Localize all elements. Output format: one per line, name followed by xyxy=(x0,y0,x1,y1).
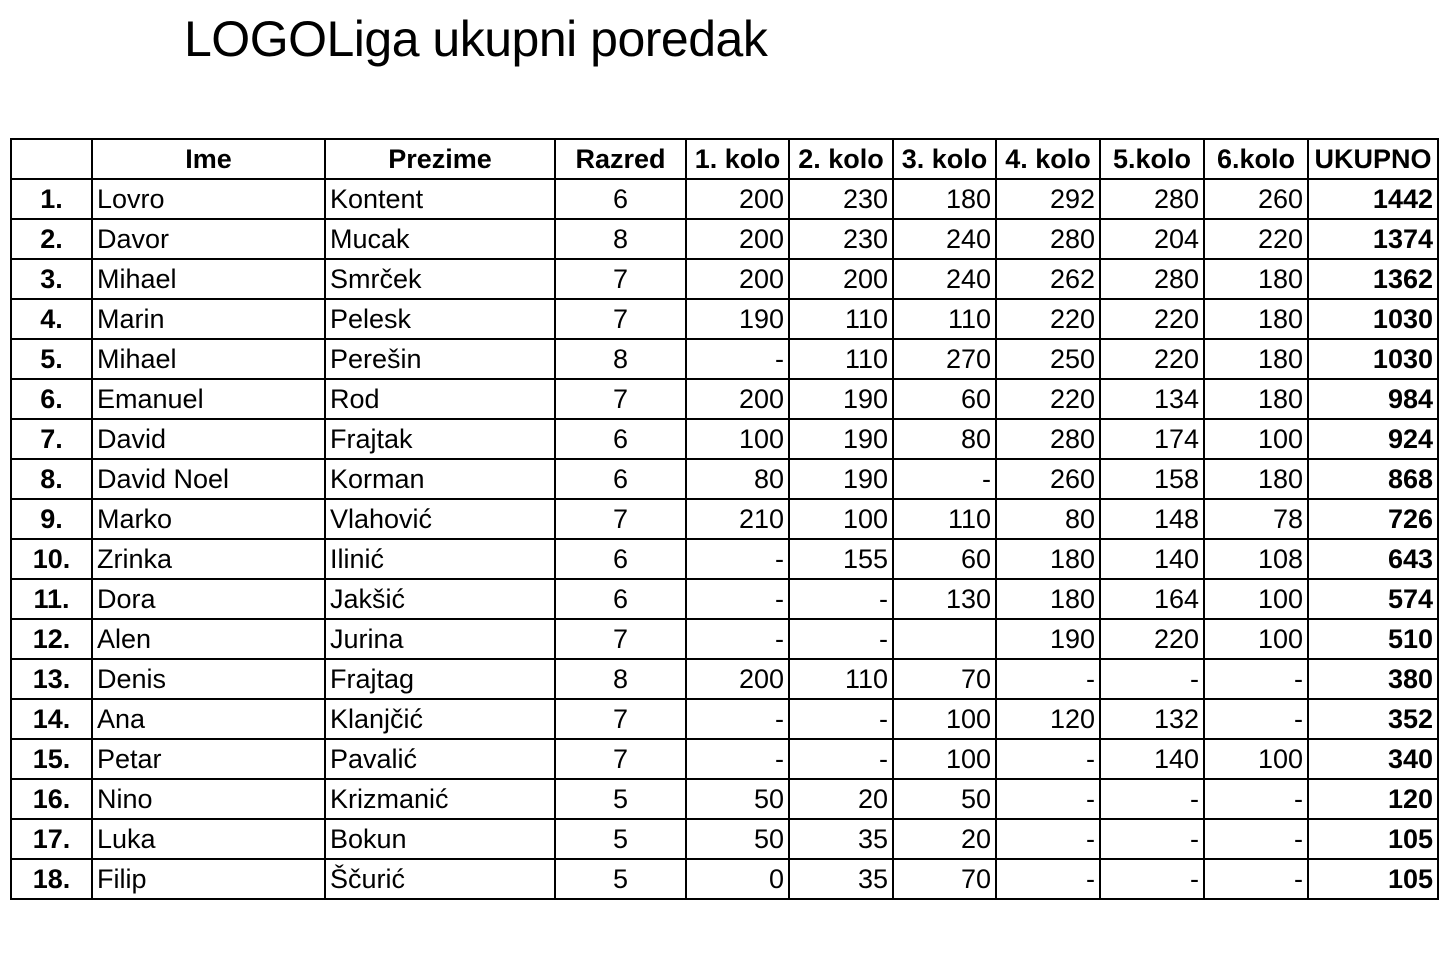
round-6-cell: 100 xyxy=(1204,579,1308,619)
prezime-cell: Bokun xyxy=(325,819,555,859)
ime-cell: Marin xyxy=(92,299,325,339)
round-4-cell: - xyxy=(996,779,1100,819)
round-5-cell: - xyxy=(1100,819,1204,859)
razred-cell: 7 xyxy=(555,299,686,339)
header-rank xyxy=(11,139,92,179)
table-row xyxy=(11,539,1438,579)
rank-cell: 9. xyxy=(11,499,92,539)
prezime-cell: Ilinić xyxy=(325,539,555,579)
total-cell: 726 xyxy=(1308,499,1438,539)
round-6-cell: 100 xyxy=(1204,739,1308,779)
table-row xyxy=(11,659,1438,699)
round-3-cell: 50 xyxy=(893,779,996,819)
razred-cell: 7 xyxy=(555,379,686,419)
round-4-cell: 280 xyxy=(996,419,1100,459)
header-ime: Ime xyxy=(92,139,325,179)
total-cell: 643 xyxy=(1308,539,1438,579)
prezime-cell: Krizmanić xyxy=(325,779,555,819)
round-2-cell: 230 xyxy=(789,219,893,259)
round-4-cell: 180 xyxy=(996,579,1100,619)
round-6-cell: - xyxy=(1204,659,1308,699)
table-row xyxy=(11,379,1438,419)
round-3-cell: 80 xyxy=(893,419,996,459)
prezime-cell: Perešin xyxy=(325,339,555,379)
header-razred: Razred xyxy=(555,139,686,179)
round-2-cell: 190 xyxy=(789,459,893,499)
round-2-cell: 230 xyxy=(789,179,893,219)
rank-cell: 18. xyxy=(11,859,92,899)
rank-cell: 14. xyxy=(11,699,92,739)
total-cell: 574 xyxy=(1308,579,1438,619)
table-row xyxy=(11,179,1438,219)
prezime-cell: Jakšić xyxy=(325,579,555,619)
table-row xyxy=(11,699,1438,739)
round-1-cell: - xyxy=(686,339,789,379)
round-3-cell: 240 xyxy=(893,259,996,299)
round-5-cell: 280 xyxy=(1100,179,1204,219)
round-2-cell: - xyxy=(789,739,893,779)
round-5-cell: - xyxy=(1100,859,1204,899)
round-1-cell: 200 xyxy=(686,179,789,219)
round-3-cell: 110 xyxy=(893,499,996,539)
header-round-1: 1. kolo xyxy=(686,139,789,179)
round-3-cell: 70 xyxy=(893,859,996,899)
round-4-cell: 262 xyxy=(996,259,1100,299)
round-2-cell: 190 xyxy=(789,379,893,419)
rank-cell: 16. xyxy=(11,779,92,819)
round-4-cell: 250 xyxy=(996,339,1100,379)
prezime-cell: Rod xyxy=(325,379,555,419)
rank-cell: 6. xyxy=(11,379,92,419)
round-3-cell xyxy=(893,619,996,659)
prezime-cell: Mucak xyxy=(325,219,555,259)
prezime-cell: Ščurić xyxy=(325,859,555,899)
rank-cell: 12. xyxy=(11,619,92,659)
prezime-cell: Klanjčić xyxy=(325,699,555,739)
round-3-cell: 20 xyxy=(893,819,996,859)
header-round-2: 2. kolo xyxy=(789,139,893,179)
round-4-cell: 292 xyxy=(996,179,1100,219)
round-4-cell: - xyxy=(996,859,1100,899)
ime-cell: Emanuel xyxy=(92,379,325,419)
razred-cell: 5 xyxy=(555,779,686,819)
prezime-cell: Vlahović xyxy=(325,499,555,539)
razred-cell: 6 xyxy=(555,579,686,619)
total-cell: 1030 xyxy=(1308,339,1438,379)
round-2-cell: 155 xyxy=(789,539,893,579)
ime-cell: Marko xyxy=(92,499,325,539)
round-4-cell: 190 xyxy=(996,619,1100,659)
round-2-cell: - xyxy=(789,579,893,619)
prezime-cell: Frajtak xyxy=(325,419,555,459)
razred-cell: 5 xyxy=(555,819,686,859)
round-4-cell: 260 xyxy=(996,459,1100,499)
round-1-cell: - xyxy=(686,619,789,659)
round-4-cell: 120 xyxy=(996,699,1100,739)
rank-cell: 3. xyxy=(11,259,92,299)
round-4-cell: 280 xyxy=(996,219,1100,259)
page-title: LOGOLiga ukupni poredak xyxy=(184,11,768,67)
round-5-cell: 134 xyxy=(1100,379,1204,419)
round-1-cell: - xyxy=(686,539,789,579)
header-round-5: 5.kolo xyxy=(1100,139,1204,179)
round-4-cell: 180 xyxy=(996,539,1100,579)
round-3-cell: - xyxy=(893,459,996,499)
total-cell: 380 xyxy=(1308,659,1438,699)
round-2-cell: 20 xyxy=(789,779,893,819)
round-1-cell: - xyxy=(686,579,789,619)
round-5-cell: 204 xyxy=(1100,219,1204,259)
round-2-cell: 35 xyxy=(789,859,893,899)
razred-cell: 8 xyxy=(555,339,686,379)
round-6-cell: 100 xyxy=(1204,619,1308,659)
round-3-cell: 100 xyxy=(893,739,996,779)
round-2-cell: - xyxy=(789,699,893,739)
round-5-cell: - xyxy=(1100,659,1204,699)
total-cell: 105 xyxy=(1308,819,1438,859)
round-6-cell: 180 xyxy=(1204,339,1308,379)
header-total: UKUPNO xyxy=(1308,139,1438,179)
razred-cell: 6 xyxy=(555,419,686,459)
razred-cell: 6 xyxy=(555,459,686,499)
round-5-cell: - xyxy=(1100,779,1204,819)
round-1-cell: 100 xyxy=(686,419,789,459)
standings-table xyxy=(10,138,1439,900)
ime-cell: Lovro xyxy=(92,179,325,219)
round-3-cell: 60 xyxy=(893,379,996,419)
total-cell: 924 xyxy=(1308,419,1438,459)
round-5-cell: 164 xyxy=(1100,579,1204,619)
razred-cell: 8 xyxy=(555,219,686,259)
rank-cell: 17. xyxy=(11,819,92,859)
rank-cell: 11. xyxy=(11,579,92,619)
prezime-cell: Korman xyxy=(325,459,555,499)
table-row xyxy=(11,859,1438,899)
round-6-cell: 100 xyxy=(1204,419,1308,459)
prezime-cell: Frajtag xyxy=(325,659,555,699)
round-2-cell: 110 xyxy=(789,299,893,339)
ime-cell: Zrinka xyxy=(92,539,325,579)
rank-cell: 8. xyxy=(11,459,92,499)
round-1-cell: 200 xyxy=(686,379,789,419)
round-3-cell: 130 xyxy=(893,579,996,619)
round-6-cell: 180 xyxy=(1204,299,1308,339)
round-6-cell: - xyxy=(1204,819,1308,859)
rank-cell: 5. xyxy=(11,339,92,379)
round-3-cell: 240 xyxy=(893,219,996,259)
rank-cell: 7. xyxy=(11,419,92,459)
header-round-3: 3. kolo xyxy=(893,139,996,179)
ime-cell: Luka xyxy=(92,819,325,859)
round-6-cell: - xyxy=(1204,779,1308,819)
razred-cell: 6 xyxy=(555,539,686,579)
table-row xyxy=(11,619,1438,659)
round-2-cell: 35 xyxy=(789,819,893,859)
table-row xyxy=(11,819,1438,859)
round-1-cell: 210 xyxy=(686,499,789,539)
total-cell: 120 xyxy=(1308,779,1438,819)
round-1-cell: 200 xyxy=(686,219,789,259)
razred-cell: 8 xyxy=(555,659,686,699)
round-4-cell: - xyxy=(996,659,1100,699)
round-1-cell: 200 xyxy=(686,659,789,699)
round-6-cell: 180 xyxy=(1204,259,1308,299)
round-6-cell: 78 xyxy=(1204,499,1308,539)
table-row xyxy=(11,339,1438,379)
prezime-cell: Pavalić xyxy=(325,739,555,779)
ime-cell: Mihael xyxy=(92,259,325,299)
prezime-cell: Kontent xyxy=(325,179,555,219)
round-3-cell: 110 xyxy=(893,299,996,339)
table-row xyxy=(11,299,1438,339)
round-2-cell: 190 xyxy=(789,419,893,459)
table-row xyxy=(11,739,1438,779)
round-3-cell: 100 xyxy=(893,699,996,739)
total-cell: 984 xyxy=(1308,379,1438,419)
round-2-cell: 110 xyxy=(789,659,893,699)
round-3-cell: 180 xyxy=(893,179,996,219)
round-6-cell: 180 xyxy=(1204,379,1308,419)
round-5-cell: 158 xyxy=(1100,459,1204,499)
table-row xyxy=(11,419,1438,459)
round-4-cell: 80 xyxy=(996,499,1100,539)
header-round-4: 4. kolo xyxy=(996,139,1100,179)
rank-cell: 13. xyxy=(11,659,92,699)
round-5-cell: 140 xyxy=(1100,739,1204,779)
prezime-cell: Pelesk xyxy=(325,299,555,339)
total-cell: 1442 xyxy=(1308,179,1438,219)
round-5-cell: 280 xyxy=(1100,259,1204,299)
round-5-cell: 174 xyxy=(1100,419,1204,459)
prezime-cell: Smrček xyxy=(325,259,555,299)
round-1-cell: 200 xyxy=(686,259,789,299)
razred-cell: 7 xyxy=(555,499,686,539)
ime-cell: Davor xyxy=(92,219,325,259)
total-cell: 1374 xyxy=(1308,219,1438,259)
rank-cell: 4. xyxy=(11,299,92,339)
round-5-cell: 220 xyxy=(1100,339,1204,379)
round-5-cell: 148 xyxy=(1100,499,1204,539)
round-6-cell: 260 xyxy=(1204,179,1308,219)
header-prezime: Prezime xyxy=(325,139,555,179)
table-row xyxy=(11,259,1438,299)
total-cell: 352 xyxy=(1308,699,1438,739)
round-2-cell: 110 xyxy=(789,339,893,379)
round-3-cell: 70 xyxy=(893,659,996,699)
total-cell: 105 xyxy=(1308,859,1438,899)
header-round-6: 6.kolo xyxy=(1204,139,1308,179)
round-5-cell: 140 xyxy=(1100,539,1204,579)
razred-cell: 7 xyxy=(555,739,686,779)
rank-cell: 2. xyxy=(11,219,92,259)
ime-cell: Petar xyxy=(92,739,325,779)
ime-cell: Mihael xyxy=(92,339,325,379)
round-2-cell: 200 xyxy=(789,259,893,299)
round-6-cell: 220 xyxy=(1204,219,1308,259)
table-row xyxy=(11,499,1438,539)
round-1-cell: 0 xyxy=(686,859,789,899)
round-1-cell: - xyxy=(686,739,789,779)
rank-cell: 15. xyxy=(11,739,92,779)
razred-cell: 7 xyxy=(555,259,686,299)
ime-cell: Alen xyxy=(92,619,325,659)
table-row xyxy=(11,579,1438,619)
round-4-cell: 220 xyxy=(996,379,1100,419)
ime-cell: Ana xyxy=(92,699,325,739)
prezime-cell: Jurina xyxy=(325,619,555,659)
total-cell: 510 xyxy=(1308,619,1438,659)
table-row xyxy=(11,219,1438,259)
round-6-cell: 180 xyxy=(1204,459,1308,499)
razred-cell: 7 xyxy=(555,619,686,659)
round-1-cell: 190 xyxy=(686,299,789,339)
round-5-cell: 220 xyxy=(1100,299,1204,339)
round-4-cell: - xyxy=(996,819,1100,859)
ime-cell: David xyxy=(92,419,325,459)
table-row xyxy=(11,459,1438,499)
round-1-cell: 50 xyxy=(686,779,789,819)
total-cell: 1362 xyxy=(1308,259,1438,299)
rank-cell: 10. xyxy=(11,539,92,579)
ime-cell: David Noel xyxy=(92,459,325,499)
ime-cell: Nino xyxy=(92,779,325,819)
razred-cell: 5 xyxy=(555,859,686,899)
total-cell: 1030 xyxy=(1308,299,1438,339)
round-3-cell: 60 xyxy=(893,539,996,579)
round-1-cell: 80 xyxy=(686,459,789,499)
ime-cell: Filip xyxy=(92,859,325,899)
round-5-cell: 132 xyxy=(1100,699,1204,739)
total-cell: 340 xyxy=(1308,739,1438,779)
round-2-cell: 100 xyxy=(789,499,893,539)
round-5-cell: 220 xyxy=(1100,619,1204,659)
round-6-cell: - xyxy=(1204,699,1308,739)
round-4-cell: 220 xyxy=(996,299,1100,339)
ime-cell: Denis xyxy=(92,659,325,699)
rank-cell: 1. xyxy=(11,179,92,219)
total-cell: 868 xyxy=(1308,459,1438,499)
razred-cell: 6 xyxy=(555,179,686,219)
table-row xyxy=(11,779,1438,819)
round-3-cell: 270 xyxy=(893,339,996,379)
header-row xyxy=(11,139,1438,179)
round-2-cell: - xyxy=(789,619,893,659)
round-1-cell: 50 xyxy=(686,819,789,859)
ime-cell: Dora xyxy=(92,579,325,619)
round-6-cell: 108 xyxy=(1204,539,1308,579)
round-1-cell: - xyxy=(686,699,789,739)
round-6-cell: - xyxy=(1204,859,1308,899)
round-4-cell: - xyxy=(996,739,1100,779)
razred-cell: 7 xyxy=(555,699,686,739)
